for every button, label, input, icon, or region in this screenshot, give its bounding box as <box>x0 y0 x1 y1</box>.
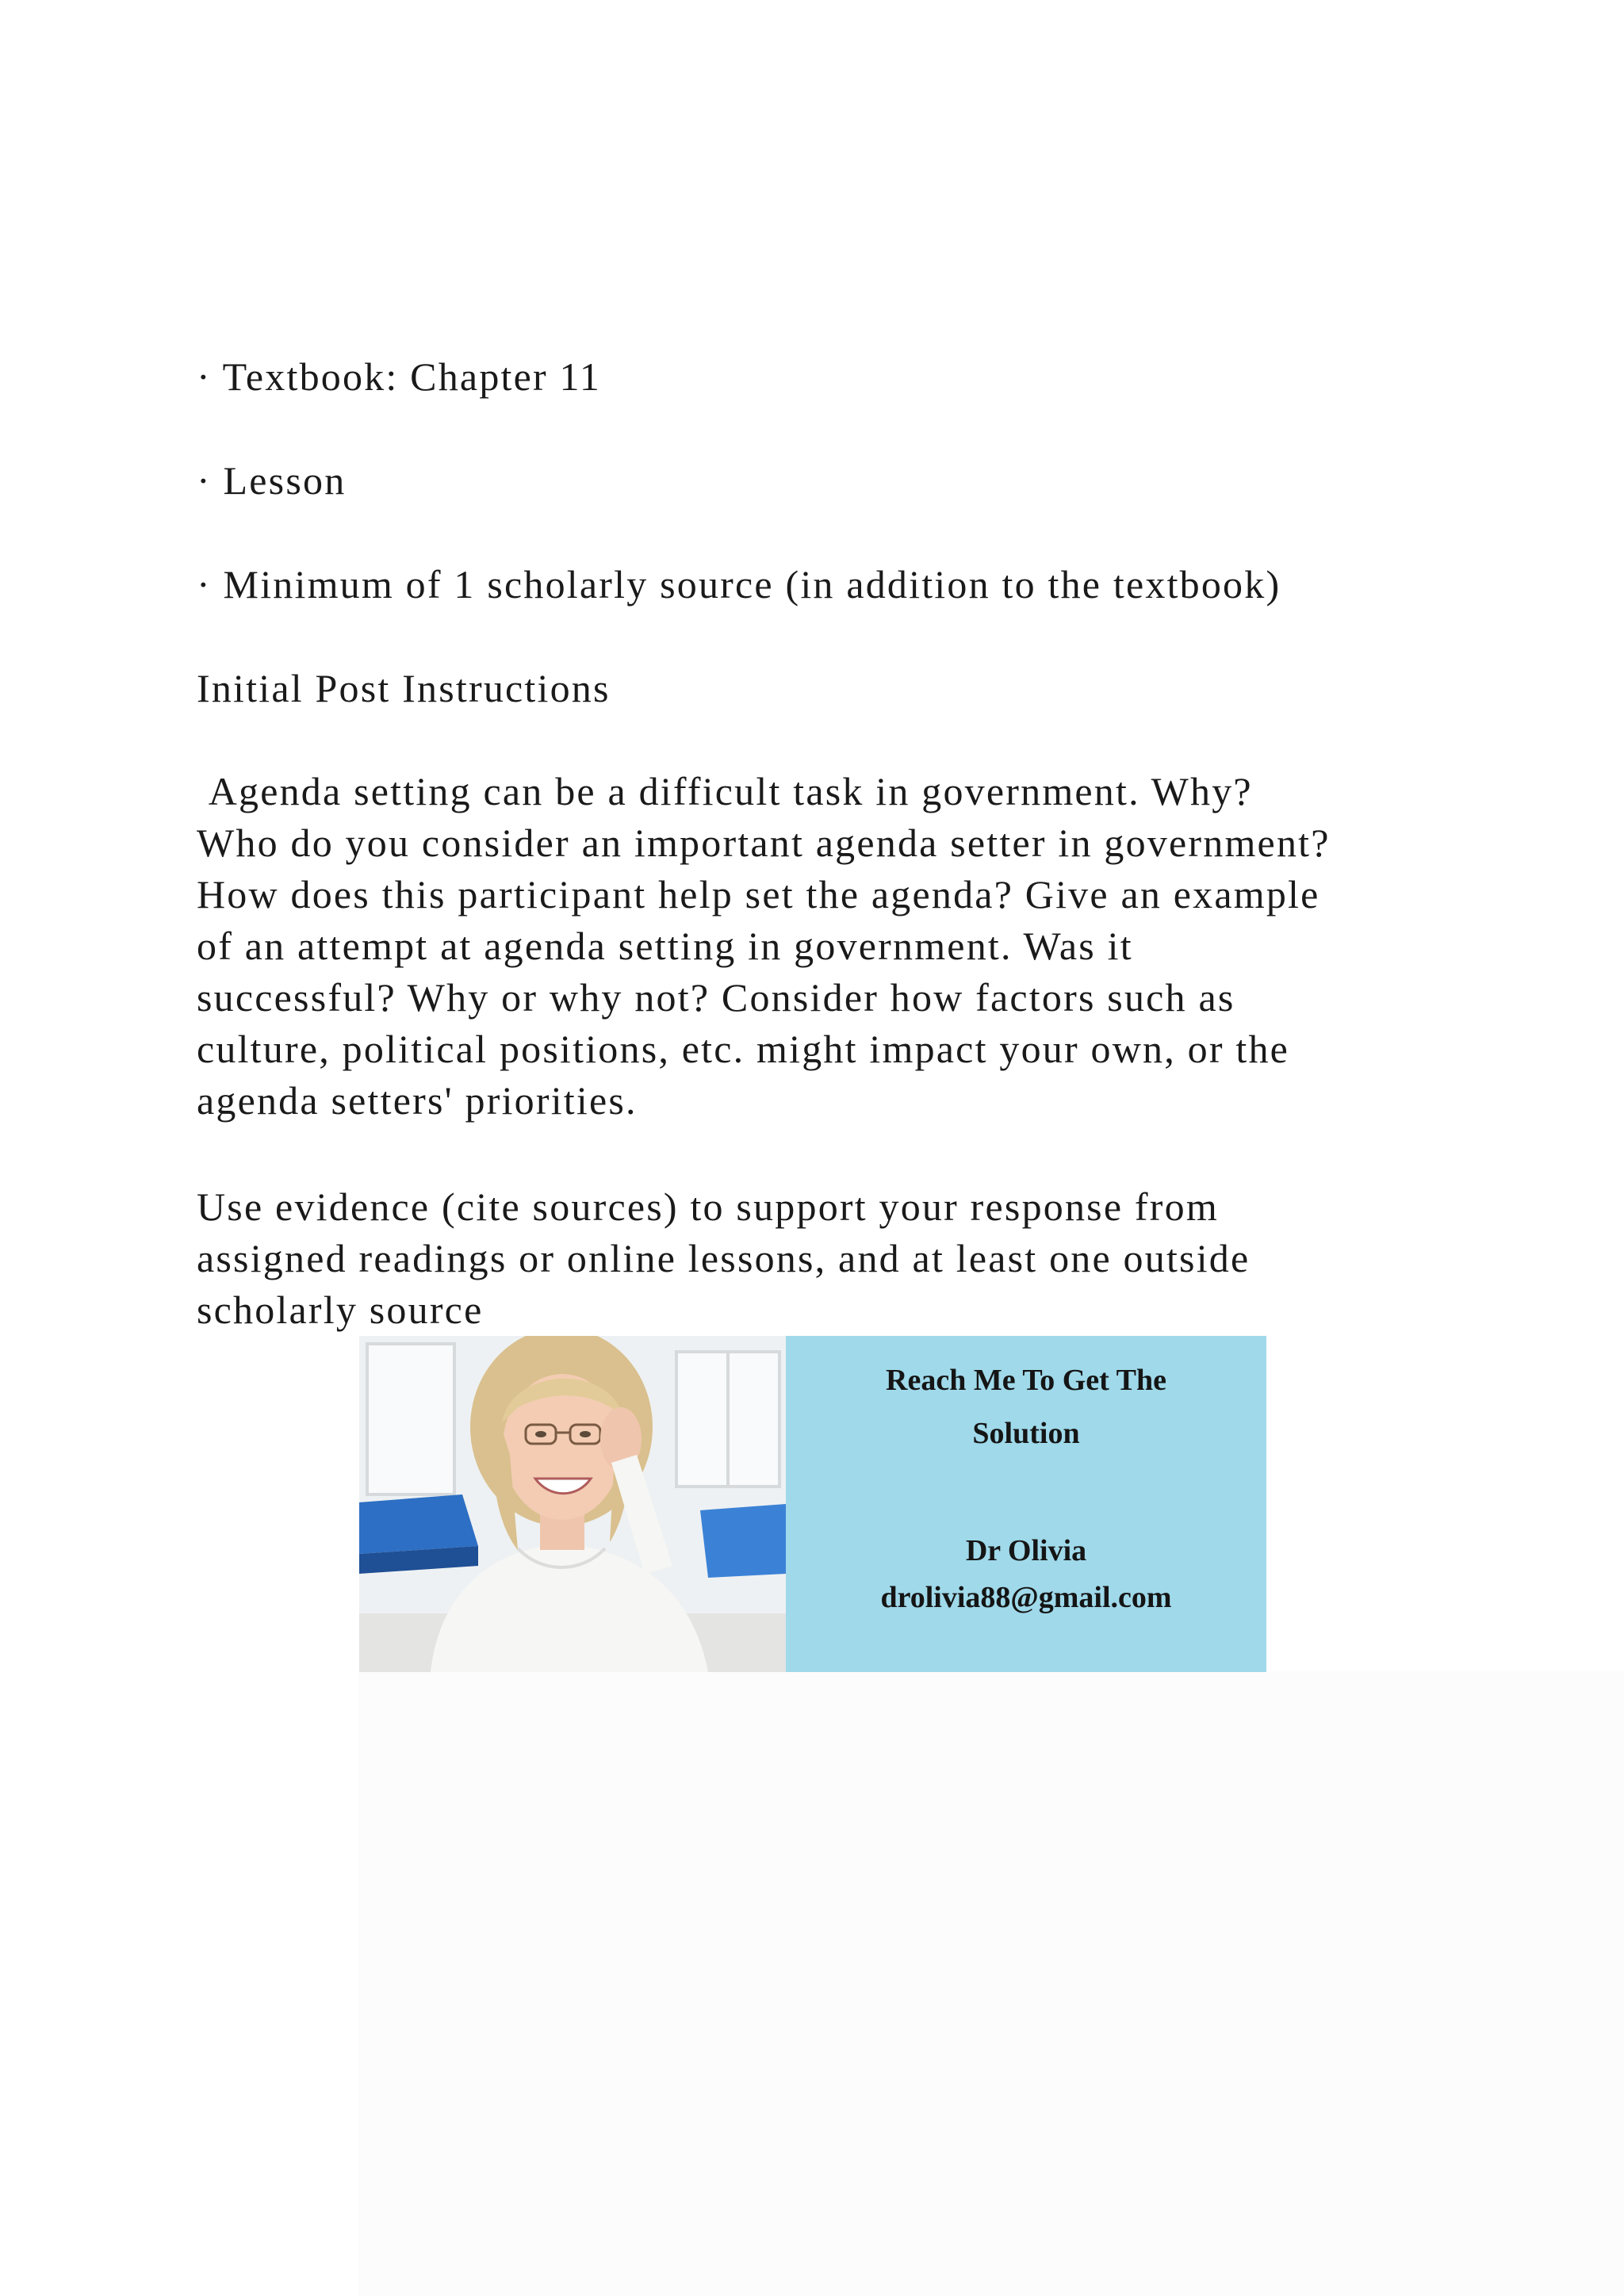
contact-email: drolivia88@gmail.com <box>880 1581 1172 1614</box>
instructions-paragraph: Agenda setting can be a difficult task in government. Why? Who do you consider an important agenda setter in government? How does this participant help set the agenda? Give an example of an attempt at agenda setting in government. Was it successful? Why or why not? Consider how factors such as culture, political positions, etc. might impact your own, or the agenda setters' priorities. <box>197 769 1331 1123</box>
banner-headline-2: Solution <box>972 1417 1080 1450</box>
bullet-lesson: · Lesson <box>197 458 347 503</box>
contact-name: Dr Olivia <box>965 1534 1087 1567</box>
contact-panel <box>786 1336 1266 1672</box>
bullet-scholarly-source: · Minimum of 1 scholarly source (in addition to the textbook) <box>197 562 1281 607</box>
evidence-paragraph: Use evidence (cite sources) to support your response from assigned readings or online lessons, and at least one outside scholarly source <box>197 1184 1251 1332</box>
section-heading: Initial Post Instructions <box>197 666 611 710</box>
lower-page-shade <box>358 1671 1624 2296</box>
banner-headline: Reach Me To Get The <box>886 1364 1166 1397</box>
contact-banner <box>359 1336 1266 1672</box>
woman-photo <box>359 1336 786 1672</box>
bullet-textbook: · Textbook: Chapter 11 <box>197 354 602 399</box>
